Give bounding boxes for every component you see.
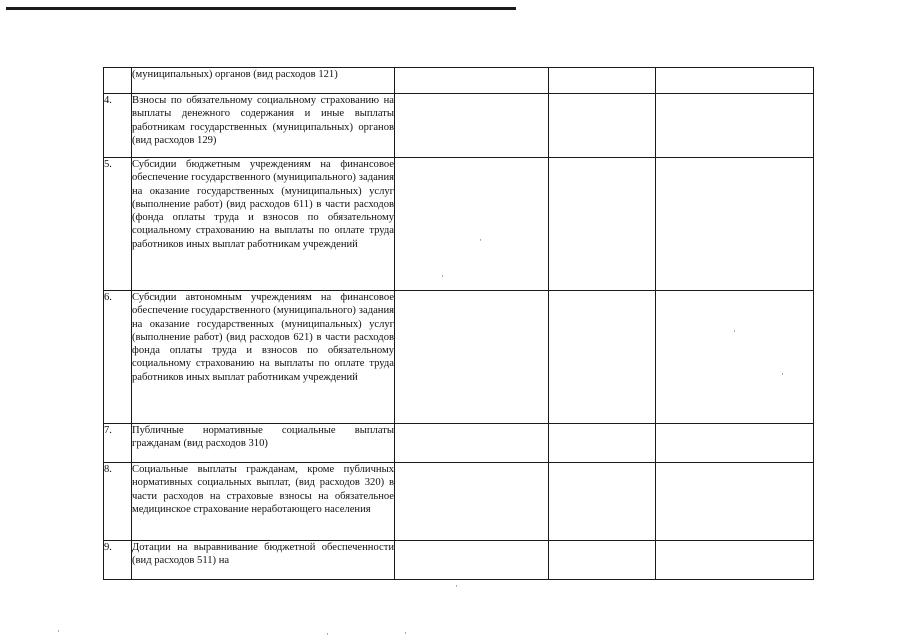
scan-speck: · — [404, 628, 407, 638]
scan-speck: · — [326, 629, 329, 639]
row-description: Взносы по обязательному социальному страхованию на выплаты денежного содержания и иные выплаты работникам государственных (муниципальных) органов (вид расходов 129) — [132, 94, 395, 158]
scan-speck: · — [479, 235, 482, 245]
value-cell — [395, 424, 549, 463]
row-number: 8. — [104, 463, 132, 541]
row-number: 9. — [104, 541, 132, 580]
row-number: 7. — [104, 424, 132, 463]
value-cell — [395, 158, 549, 291]
table-row — [104, 424, 814, 463]
value-cell — [395, 291, 549, 424]
scan-speck: · — [733, 326, 736, 336]
row-description: Дотации на выравнивание бюджетной обеспеченности (вид расходов 511) на — [132, 541, 395, 580]
value-cell — [656, 463, 814, 541]
value-cell — [549, 463, 656, 541]
table-row — [104, 94, 814, 158]
value-cell — [549, 541, 656, 580]
row-number: 6. — [104, 291, 132, 424]
value-cell — [656, 424, 814, 463]
scan-speck: · — [57, 626, 60, 636]
top-rule — [6, 7, 516, 10]
value-cell — [549, 424, 656, 463]
scan-speck: · — [455, 581, 458, 591]
row-description: Социальные выплаты гражданам, кроме публичных нормативных социальных выплат, (вид расходов 320) в части расходов на страховые взносы на обязательное медицинское страхование неработающего населения — [132, 463, 395, 541]
value-cell — [549, 158, 656, 291]
value-cell — [395, 68, 549, 94]
table-row — [104, 541, 814, 580]
value-cell — [395, 94, 549, 158]
value-cell — [656, 68, 814, 94]
scan-speck: · — [781, 369, 784, 379]
row-description: Субсидии автономным учреждениям на финансовое обеспечение государственного (муниципального) задания на оказание государственных (муниципальных) услуг (выполнение работ) (вид расходов 621) в части расходов фонда оплаты труда и взносов по обязательному социальному страхованию на выплаты по оплате труда работников иных выплат работникам учреждений — [132, 291, 395, 424]
expense-table — [103, 67, 814, 580]
row-description: Публичные нормативные социальные выплаты гражданам (вид расходов 310) — [132, 424, 395, 463]
table-row — [104, 158, 814, 291]
table-row — [104, 463, 814, 541]
value-cell — [656, 541, 814, 580]
value-cell — [549, 94, 656, 158]
value-cell — [656, 94, 814, 158]
value-cell — [549, 68, 656, 94]
row-number — [104, 68, 132, 94]
row-number: 4. — [104, 94, 132, 158]
table-row — [104, 68, 814, 94]
value-cell — [656, 158, 814, 291]
row-description: (муниципальных) органов (вид расходов 121) — [132, 68, 395, 94]
value-cell — [656, 291, 814, 424]
value-cell — [395, 541, 549, 580]
table-row — [104, 291, 814, 424]
value-cell — [549, 291, 656, 424]
value-cell — [395, 463, 549, 541]
row-number: 5. — [104, 158, 132, 291]
row-description: Субсидии бюджетным учреждениям на финансовое обеспечение государственного (муниципального) задания на оказание государственных (муниципальных) услуг (выполнение работ) (вид расходов 611) в части расходов (фонда оплаты труда и взносов по обязательному социальному страхованию на выплаты по оплате труда работников иных выплат работникам учреждений — [132, 158, 395, 291]
scan-speck: · — [441, 271, 444, 281]
